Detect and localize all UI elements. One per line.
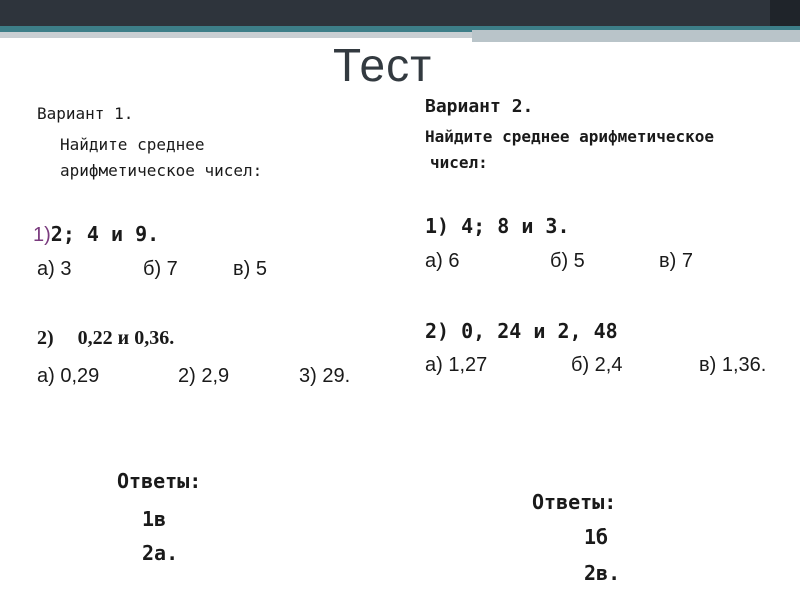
variant-2-q1-option-c: в) 7 xyxy=(659,250,693,272)
variant-2-task-line2: чисел: xyxy=(430,153,488,172)
variant-2-answer-2: 2в. xyxy=(584,561,621,585)
variant-2-q2-option-c: в) 1,36. xyxy=(699,354,767,376)
variant-2-question-1: 1) 4; 8 и 3. xyxy=(425,214,570,238)
variant-2-q2-option-a: а) 1,27 xyxy=(425,354,488,376)
header-band-dark xyxy=(0,0,800,26)
variant-1-task-line2: арифметическое чисел: xyxy=(60,161,263,180)
header-band-notch xyxy=(472,30,800,42)
variant-2-task-line1: Найдите среднее арифметическое xyxy=(425,127,714,146)
variant-2-question-2: 2) 0, 24 и 2, 48 xyxy=(425,319,618,343)
variant-1-q1-option-a: а) 3 xyxy=(37,258,72,280)
variant-1-answer-2: 2а. xyxy=(142,541,179,565)
variant-1-question-1 xyxy=(33,222,159,247)
variant-1-q1-option-b: б) 7 xyxy=(143,258,178,280)
question-text: 0,22 и 0,36. xyxy=(77,327,175,349)
variant-1-answers-title: Ответы: xyxy=(117,469,202,493)
variant-1-q1-option-c: в) 5 xyxy=(233,258,267,280)
variant-1-q2-option-b: 2) 2,9 xyxy=(178,365,230,387)
variant-1-heading: Вариант 1. xyxy=(37,104,134,123)
variant-2-answers-title: Ответы: xyxy=(532,490,617,514)
variant-2-q1-option-a: а) 6 xyxy=(425,250,460,272)
variant-1-q2-option-c: 3) 29. xyxy=(299,365,351,387)
question-number: 2) xyxy=(37,327,54,349)
slide-title: Тест xyxy=(333,39,433,91)
header-band-edge xyxy=(770,0,800,26)
variant-2-q2-option-b: б) 2,4 xyxy=(571,354,623,376)
variant-1-question-2 xyxy=(37,327,174,350)
question-number: 1) xyxy=(33,224,51,246)
variant-2-answer-1: 1б xyxy=(584,525,609,549)
variant-1-task-line1: Найдите среднее xyxy=(60,135,205,154)
variant-2-q1-option-b: б) 5 xyxy=(550,250,585,272)
variant-1-q2-option-a: а) 0,29 xyxy=(37,365,100,387)
variant-2-heading: Вариант 2. xyxy=(425,96,534,117)
question-text: 2; 4 и 9. xyxy=(50,222,160,246)
variant-1-answer-1: 1в xyxy=(142,507,167,531)
